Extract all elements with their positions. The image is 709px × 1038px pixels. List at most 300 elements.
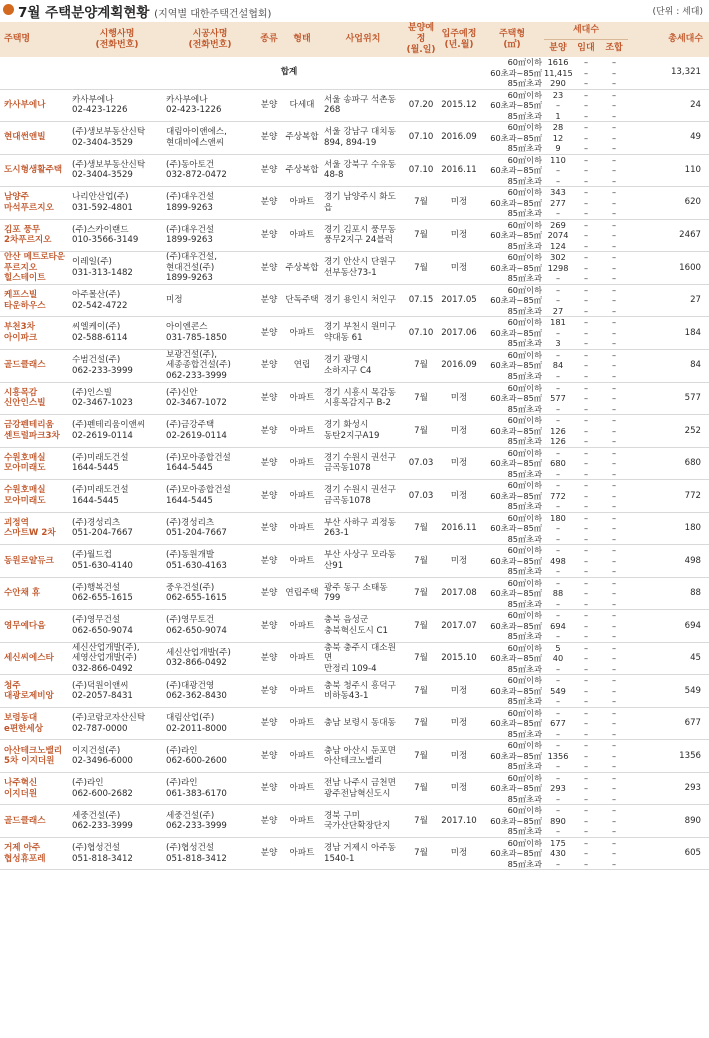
rent-count-cell: – – – <box>572 317 600 350</box>
table-row <box>0 284 709 317</box>
move-date-cell: 2017.10 <box>438 805 480 838</box>
sale-date-cell: 7월 <box>404 642 438 675</box>
developer-cell: (주)행복건설 062-655-1615 <box>70 577 164 610</box>
union-count-cell: – – – <box>600 219 628 252</box>
sale-count-cell: – 126 126 <box>544 415 572 448</box>
kind-cell: 분양 <box>256 837 282 870</box>
location-cell: 광주 동구 소태동 799 <box>322 577 404 610</box>
union-count-cell: – – – <box>600 805 628 838</box>
header-builder: 시공사명 (전화번호) <box>164 22 256 57</box>
kind-cell: 분양 <box>256 284 282 317</box>
kind-cell: 분양 <box>256 480 282 513</box>
kind-cell: 분양 <box>256 642 282 675</box>
table-row <box>0 252 709 285</box>
sale-count-cell: – 680 – <box>544 447 572 480</box>
rent-count-cell: – – – <box>572 154 600 187</box>
summary-label: 합계 <box>256 57 322 89</box>
kind-cell: 분양 <box>256 805 282 838</box>
union-count-cell: – – – <box>600 284 628 317</box>
total-cell: 184 <box>628 317 709 350</box>
table-row <box>0 837 709 870</box>
table-row <box>0 675 709 708</box>
move-date-cell: 2016.11 <box>438 512 480 545</box>
table-row <box>0 577 709 610</box>
rent-count-cell: – – – <box>572 772 600 805</box>
sale-count-cell: – 890 – <box>544 805 572 838</box>
location-cell: 경기 부천시 원미구 약대동 61 <box>322 317 404 350</box>
developer-cell: (주)스카이랜드 010-3566-3149 <box>70 219 164 252</box>
sale-date-cell: 07.10 <box>404 122 438 155</box>
builder-cell: 중우건설(주) 062-655-1615 <box>164 577 256 610</box>
rent-count-cell: – – – <box>572 382 600 415</box>
form-cell: 연립주택 <box>282 577 322 610</box>
rent-count-cell: – – – <box>572 642 600 675</box>
builder-cell: (주)금강주택 02-2619-0114 <box>164 415 256 448</box>
builder-cell: (주)대광건영 062-362-8430 <box>164 675 256 708</box>
builder-cell: (주)모아종합건설 1644-5445 <box>164 447 256 480</box>
form-cell: 아파트 <box>282 740 322 773</box>
kind-cell: 분양 <box>256 252 282 285</box>
total-cell: 24 <box>628 89 709 122</box>
kind-cell: 분양 <box>256 447 282 480</box>
house-name: 골드클래스 <box>0 349 70 382</box>
sale-count-cell: – 88 – <box>544 577 572 610</box>
house-name: 세신씨에스타 <box>0 642 70 675</box>
location-cell: 경기 시흥시 목감동 시흥목감지구 B-2 <box>322 382 404 415</box>
size-list: 60㎡이하 60초과~85㎡ 85㎡초과 <box>480 122 544 155</box>
header-sale: 분양 <box>544 40 572 58</box>
form-cell: 아파트 <box>282 512 322 545</box>
size-list: 60㎡이하 60초과~85㎡ 85㎡초과 <box>480 675 544 708</box>
developer-cell: 수범건설(주) 062-233-3999 <box>70 349 164 382</box>
developer-cell: 나리안산업(주) 031-592-4801 <box>70 187 164 220</box>
location-cell: 경북 구미 국가산단확장단지 <box>322 805 404 838</box>
rent-count-cell: – – – <box>572 610 600 643</box>
kind-cell: 분양 <box>256 382 282 415</box>
location-cell: 서울 송파구 석촌동 268 <box>322 89 404 122</box>
builder-cell: (주)경성리츠 051-204-7667 <box>164 512 256 545</box>
form-cell: 아파트 <box>282 447 322 480</box>
form-cell: 아파트 <box>282 317 322 350</box>
sale-date-cell: 7월 <box>404 219 438 252</box>
developer-cell: (주)경성리츠 051-204-7667 <box>70 512 164 545</box>
size-list: 60㎡이하 60초과~85㎡ 85㎡초과 <box>480 382 544 415</box>
union-count-cell: – – – <box>600 382 628 415</box>
header-name: 주택명 <box>0 22 70 57</box>
form-cell: 아파트 <box>282 382 322 415</box>
sale-date-cell: 7월 <box>404 675 438 708</box>
builder-cell: (주)모아종합건설 1644-5445 <box>164 480 256 513</box>
move-date-cell: 2017.05 <box>438 284 480 317</box>
summary-sale: 1616 11,415 290 <box>544 57 573 88</box>
header-units: 세대수 <box>544 22 628 40</box>
kind-cell: 분양 <box>256 707 282 740</box>
total-cell: 49 <box>628 122 709 155</box>
sale-count-cell: – 772 – <box>544 480 572 513</box>
total-cell: 677 <box>628 707 709 740</box>
move-date-cell: 2017.07 <box>438 610 480 643</box>
total-cell: 110 <box>628 154 709 187</box>
size-list: 60㎡이하 60초과~85㎡ 85㎡초과 <box>480 447 544 480</box>
kind-cell: 분양 <box>256 512 282 545</box>
location-cell: 서울 강북구 수유동 48-8 <box>322 154 404 187</box>
union-count-cell: – – – <box>600 122 628 155</box>
sale-count-cell: 180 – – <box>544 512 572 545</box>
page-title <box>18 1 271 21</box>
developer-cell: (주)펜테리움이앤씨 02-2619-0114 <box>70 415 164 448</box>
total-cell: 694 <box>628 610 709 643</box>
sale-date-cell: 07.10 <box>404 154 438 187</box>
title-bullet-icon <box>3 4 14 15</box>
location-cell: 경기 수원시 권선구 금곡동1078 <box>322 480 404 513</box>
table-row <box>0 642 709 675</box>
sale-count-cell: – 677 – <box>544 707 572 740</box>
table-row <box>0 187 709 220</box>
total-cell: 890 <box>628 805 709 838</box>
house-name: 카사부에나 <box>0 89 70 122</box>
header-rent: 임대 <box>572 40 600 58</box>
union-count-cell: – – – <box>600 349 628 382</box>
kind-cell: 분양 <box>256 89 282 122</box>
move-date-cell: 미정 <box>438 545 480 578</box>
table-row <box>0 480 709 513</box>
rent-count-cell: – – – <box>572 89 600 122</box>
rent-count-cell: – – – <box>572 187 600 220</box>
size-list: 60㎡이하 60초과~85㎡ 85㎡초과 <box>480 317 544 350</box>
sale-date-cell: 07.03 <box>404 447 438 480</box>
union-count-cell: – – – <box>600 577 628 610</box>
table-row <box>0 545 709 578</box>
header-size: 주택형 (㎡) <box>480 22 544 57</box>
union-count-cell: – – – <box>600 89 628 122</box>
house-name: 케프스빌 타운하우스 <box>0 284 70 317</box>
form-cell: 아파트 <box>282 187 322 220</box>
move-date-cell: 미정 <box>438 772 480 805</box>
kind-cell: 분양 <box>256 610 282 643</box>
header-move-date: 입주예정 (년.월) <box>438 22 480 57</box>
rent-count-cell: – – – <box>572 577 600 610</box>
house-name: 동원로얄듀크 <box>0 545 70 578</box>
total-cell: 180 <box>628 512 709 545</box>
table-row <box>0 512 709 545</box>
form-cell: 아파트 <box>282 675 322 708</box>
sale-count-cell: 28 12 9 <box>544 122 572 155</box>
builder-cell: (주)라인 062-600-2600 <box>164 740 256 773</box>
form-cell: 다세대 <box>282 89 322 122</box>
location-cell: 부산 사하구 괴정동 263-1 <box>322 512 404 545</box>
table-row <box>0 122 709 155</box>
sale-date-cell: 7월 <box>404 545 438 578</box>
developer-cell: (주)월드컵 051-630-4140 <box>70 545 164 578</box>
rent-count-cell: – – – <box>572 480 600 513</box>
sale-date-cell: 7월 <box>404 707 438 740</box>
sale-date-cell: 07.20 <box>404 89 438 122</box>
sale-count-cell: – 498 – <box>544 545 572 578</box>
sale-count-cell: – 1356 – <box>544 740 572 773</box>
table-row <box>0 317 709 350</box>
total-cell: 2467 <box>628 219 709 252</box>
rent-count-cell: – – – <box>572 252 600 285</box>
rent-count-cell: – – – <box>572 740 600 773</box>
builder-cell: 대림산업(주) 02-2011-8000 <box>164 707 256 740</box>
builder-cell: 세신산업개발(주) 032-866-0492 <box>164 642 256 675</box>
builder-cell: (주)영무토건 062-650-9074 <box>164 610 256 643</box>
total-cell: 1600 <box>628 252 709 285</box>
total-cell: 45 <box>628 642 709 675</box>
form-cell: 주상복합 <box>282 252 322 285</box>
form-cell: 아파트 <box>282 772 322 805</box>
header-location: 사업위치 <box>322 22 404 57</box>
location-cell: 충남 아산시 둔포면 아산테크노밸리 <box>322 740 404 773</box>
developer-cell: (주)라인 062-600-2682 <box>70 772 164 805</box>
sale-count-cell: 343 277 – <box>544 187 572 220</box>
title-text: 7월 주택분양계획현황 <box>18 5 150 21</box>
house-name: 시흥목감 신안인스빌 <box>0 382 70 415</box>
table-row <box>0 219 709 252</box>
sale-date-cell: 07.03 <box>404 480 438 513</box>
move-date-cell: 2015.10 <box>438 642 480 675</box>
sale-count-cell: 175 430 – <box>544 837 572 870</box>
sale-count-cell: – 694 – <box>544 610 572 643</box>
union-count-cell: – – – <box>600 512 628 545</box>
move-date-cell: 미정 <box>438 837 480 870</box>
move-date-cell: 미정 <box>438 707 480 740</box>
size-list: 60㎡이하 60초과~85㎡ 85㎡초과 <box>480 57 544 89</box>
table-row <box>0 415 709 448</box>
sale-date-cell: 7월 <box>404 740 438 773</box>
builder-cell: (주)동아토건 032-872-0472 <box>164 154 256 187</box>
house-name: 괴정역 스마트W 2차 <box>0 512 70 545</box>
header-total: 총세대수 <box>628 22 709 57</box>
house-name: 청주 대광로제비앙 <box>0 675 70 708</box>
size-list: 60㎡이하 60초과~85㎡ 85㎡초과 <box>480 545 544 578</box>
union-count-cell: – – – <box>600 740 628 773</box>
move-date-cell: 2017.06 <box>438 317 480 350</box>
developer-cell: (주)인스빌 02-3467-1023 <box>70 382 164 415</box>
summary-union: – – – <box>600 57 628 89</box>
house-name: 남양주 마석푸르지오 <box>0 187 70 220</box>
builder-cell: 세중건설(주) 062-233-3999 <box>164 805 256 838</box>
size-list: 60㎡이하 60초과~85㎡ 85㎡초과 <box>480 577 544 610</box>
union-count-cell: – – – <box>600 187 628 220</box>
total-cell: 252 <box>628 415 709 448</box>
size-list: 60㎡이하 60초과~85㎡ 85㎡초과 <box>480 512 544 545</box>
rent-count-cell: – – – <box>572 284 600 317</box>
sale-date-cell: 7월 <box>404 187 438 220</box>
header-form: 형태 <box>282 22 322 57</box>
header-union: 조합 <box>600 40 628 58</box>
location-cell: 경기 화성시 동탄2지구A19 <box>322 415 404 448</box>
developer-cell: (주)협성건설 051-818-3412 <box>70 837 164 870</box>
size-list: 60㎡이하 60초과~85㎡ 85㎡초과 <box>480 187 544 220</box>
table-row <box>0 447 709 480</box>
union-count-cell: – – – <box>600 447 628 480</box>
house-name: 아산테크노밸리 5차 이지더원 <box>0 740 70 773</box>
union-count-cell: – – – <box>600 837 628 870</box>
header-developer: 시행사명 (전화번호) <box>70 22 164 57</box>
total-cell: 549 <box>628 675 709 708</box>
builder-cell: (주)대우건설, 현대건설(주) 1899-9263 <box>164 252 256 285</box>
table-row <box>0 154 709 187</box>
rent-count-cell: – – – <box>572 447 600 480</box>
table-row <box>0 610 709 643</box>
move-date-cell: 미정 <box>438 252 480 285</box>
kind-cell: 분양 <box>256 415 282 448</box>
size-list: 60㎡이하 60초과~85㎡ 85㎡초과 <box>480 772 544 805</box>
developer-cell: (주)미래도건설 1644-5445 <box>70 447 164 480</box>
form-cell: 아파트 <box>282 480 322 513</box>
total-cell: 605 <box>628 837 709 870</box>
sale-date-cell: 7월 <box>404 415 438 448</box>
house-name: 금강펜테리움 센트럴파크3차 <box>0 415 70 448</box>
developer-cell: 이레일(주) 031-313-1482 <box>70 252 164 285</box>
house-name: 골드클래스 <box>0 805 70 838</box>
developer-cell: 이지건설(주) 02-3496-6000 <box>70 740 164 773</box>
size-list: 60㎡이하 60초과~85㎡ 85㎡초과 <box>480 219 544 252</box>
developer-cell: (주)코람코자산신탁 02-787-0000 <box>70 707 164 740</box>
rent-count-cell: – – – <box>572 837 600 870</box>
kind-cell: 분양 <box>256 349 282 382</box>
kind-cell: 분양 <box>256 675 282 708</box>
housing-plan-table <box>0 22 709 870</box>
developer-cell: (주)생보부동산신탁 02-3404-3529 <box>70 154 164 187</box>
developer-cell: 세중건설(주) 062-233-3999 <box>70 805 164 838</box>
location-cell: 경기 광명시 소하지구 C4 <box>322 349 404 382</box>
union-count-cell: – – – <box>600 480 628 513</box>
size-list: 60㎡이하 60초과~85㎡ 85㎡초과 <box>480 349 544 382</box>
rent-count-cell: – – – <box>572 122 600 155</box>
sale-date-cell: 7월 <box>404 772 438 805</box>
move-date-cell: 미정 <box>438 675 480 708</box>
total-cell: 27 <box>628 284 709 317</box>
builder-cell: 아이엔콘스 031-785-1850 <box>164 317 256 350</box>
union-count-cell: – – – <box>600 675 628 708</box>
sale-count-cell: 181 – 3 <box>544 317 572 350</box>
unit-label: (단위 : 세대) <box>652 7 703 17</box>
header-sale-date: 분양예정 (월.일) <box>404 22 438 57</box>
house-name: 나주혁신 이지더원 <box>0 772 70 805</box>
house-name: 김포 풍무 2차푸르지오 <box>0 219 70 252</box>
builder-cell: 보광건설(주), 세종종합건설(주) 062-233-3999 <box>164 349 256 382</box>
sale-count-cell: 110 – – <box>544 154 572 187</box>
union-count-cell: – – – <box>600 610 628 643</box>
size-list: 60㎡이하 60초과~85㎡ 85㎡초과 <box>480 707 544 740</box>
size-list: 60㎡이하 60초과~85㎡ 85㎡초과 <box>480 415 544 448</box>
location-cell: 충남 보령시 동대동 <box>322 707 404 740</box>
summary-row <box>0 57 709 89</box>
move-date-cell: 2015.12 <box>438 89 480 122</box>
union-count-cell: – – – <box>600 642 628 675</box>
house-name: 부천3차 아이파크 <box>0 317 70 350</box>
location-cell: 경남 거제시 아주동 1540-1 <box>322 837 404 870</box>
form-cell: 아파트 <box>282 610 322 643</box>
move-date-cell: 미정 <box>438 480 480 513</box>
total-cell: 620 <box>628 187 709 220</box>
location-cell: 경기 안산시 단원구 선부동산73-1 <box>322 252 404 285</box>
sale-count-cell: – 577 – <box>544 382 572 415</box>
rent-count-cell: – – – <box>572 415 600 448</box>
house-name: 보령동대 e편한세상 <box>0 707 70 740</box>
total-cell: 680 <box>628 447 709 480</box>
form-cell: 아파트 <box>282 545 322 578</box>
size-list: 60㎡이하 60초과~85㎡ 85㎡초과 <box>480 740 544 773</box>
location-cell: 부산 사상구 모라동 산91 <box>322 545 404 578</box>
sale-count-cell: – 293 – <box>544 772 572 805</box>
sale-count-cell: 302 1298 – <box>544 252 572 285</box>
builder-cell: (주)협성건설 051-818-3412 <box>164 837 256 870</box>
summary-total: 13,321 <box>628 57 709 89</box>
move-date-cell: 미정 <box>438 740 480 773</box>
title-bar <box>0 0 709 22</box>
union-count-cell: – – – <box>600 707 628 740</box>
rent-count-cell: – – – <box>572 675 600 708</box>
kind-cell: 분양 <box>256 187 282 220</box>
form-cell: 주상복합 <box>282 122 322 155</box>
developer-cell: 세신산업개발(주), 세영산업개발(주) 032-866-0492 <box>70 642 164 675</box>
move-date-cell: 미정 <box>438 415 480 448</box>
move-date-cell: 2016.09 <box>438 349 480 382</box>
form-cell: 아파트 <box>282 642 322 675</box>
sale-count-cell: 269 2074 124 <box>544 219 572 252</box>
location-cell: 경기 수원시 권선구 금곡동1078 <box>322 447 404 480</box>
builder-cell: 대림아이앤에스, 현대비에스앤씨 <box>164 122 256 155</box>
kind-cell: 분양 <box>256 219 282 252</box>
developer-cell: (주)미래도건설 1644-5445 <box>70 480 164 513</box>
rent-count-cell: – – – <box>572 805 600 838</box>
location-cell: 경기 용인시 처인구 <box>322 284 404 317</box>
kind-cell: 분양 <box>256 577 282 610</box>
size-list: 60㎡이하 60초과~85㎡ 85㎡초과 <box>480 252 544 285</box>
location-cell: 충북 청주시 흥덕구 비하동43-1 <box>322 675 404 708</box>
house-name: 안산 메트로타운 푸르지오 힐스테이트 <box>0 252 70 285</box>
move-date-cell: 미정 <box>438 382 480 415</box>
form-cell: 아파트 <box>282 219 322 252</box>
location-cell: 충북 충주시 대소원면 만정리 109-4 <box>322 642 404 675</box>
house-name: 도시형생활주택 <box>0 154 70 187</box>
move-date-cell: 미정 <box>438 447 480 480</box>
kind-cell: 분양 <box>256 122 282 155</box>
total-cell: 577 <box>628 382 709 415</box>
rent-count-cell: – – – <box>572 512 600 545</box>
header-kind: 종류 <box>256 22 282 57</box>
sale-count-cell: 23 – 1 <box>544 89 572 122</box>
sale-count-cell: – – 27 <box>544 284 572 317</box>
builder-cell: (주)동원개발 051-630-4163 <box>164 545 256 578</box>
table-row <box>0 89 709 122</box>
table-row <box>0 805 709 838</box>
form-cell: 아파트 <box>282 805 322 838</box>
builder-cell: 미정 <box>164 284 256 317</box>
sale-count-cell: – 549 – <box>544 675 572 708</box>
size-list: 60㎡이하 60초과~85㎡ 85㎡초과 <box>480 837 544 870</box>
developer-cell: (주)생보부동산신탁 02-3404-3529 <box>70 122 164 155</box>
developer-cell: (주)덕원이앤씨 02-2057-8431 <box>70 675 164 708</box>
union-count-cell: – – – <box>600 545 628 578</box>
location-cell: 서울 강남구 대치동 894, 894-19 <box>322 122 404 155</box>
size-list: 60㎡이하 60초과~85㎡ 85㎡초과 <box>480 89 544 122</box>
developer-cell: 아주몰산(주) 02-542-4722 <box>70 284 164 317</box>
kind-cell: 분양 <box>256 740 282 773</box>
union-count-cell: – – – <box>600 154 628 187</box>
house-name: 현대썬앤빌 <box>0 122 70 155</box>
size-list: 60㎡이하 60초과~85㎡ 85㎡초과 <box>480 154 544 187</box>
sale-date-cell: 7월 <box>404 610 438 643</box>
table-row <box>0 382 709 415</box>
sale-count-cell: 5 40 – <box>544 642 572 675</box>
move-date-cell: 2017.08 <box>438 577 480 610</box>
builder-cell: (주)신안 02-3467-1072 <box>164 382 256 415</box>
union-count-cell: – – – <box>600 772 628 805</box>
